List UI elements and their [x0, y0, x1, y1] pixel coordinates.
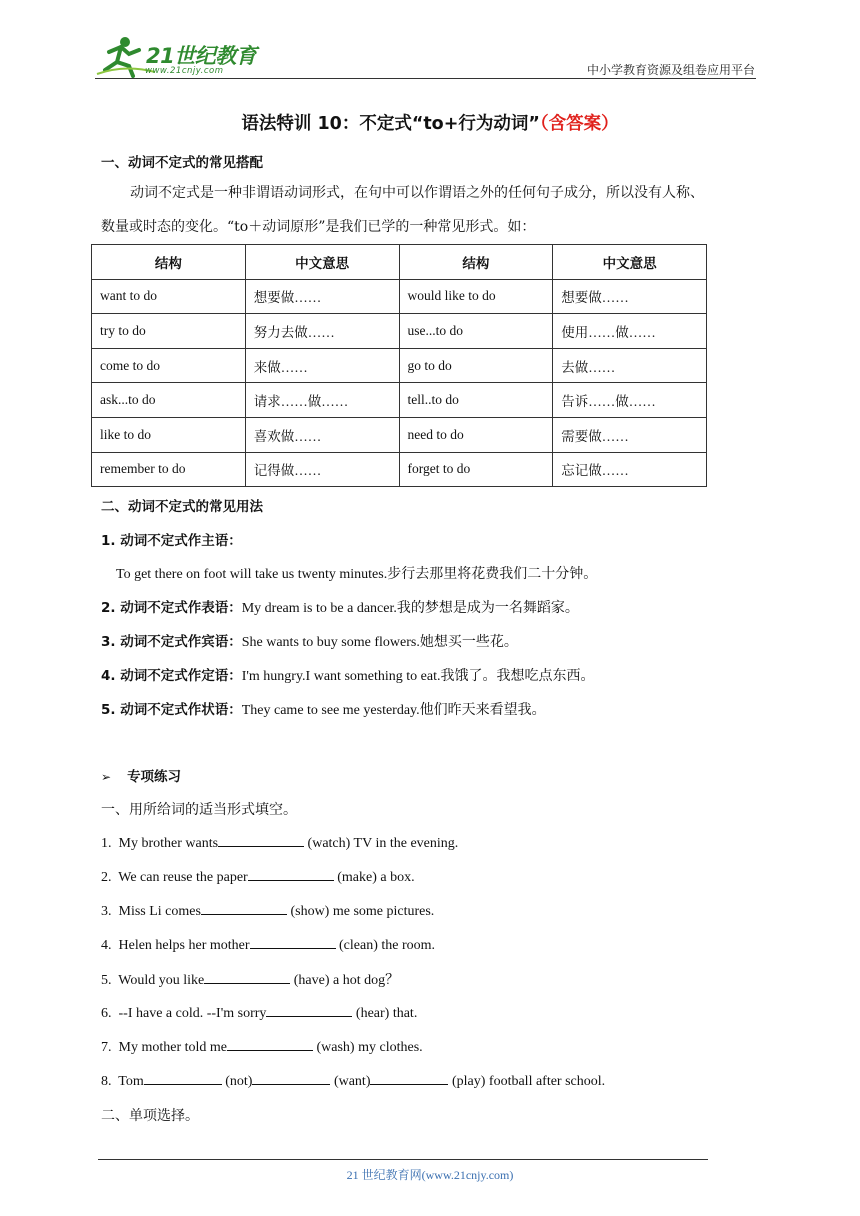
table-cell: 记得做……: [245, 452, 399, 487]
footer-divider: [98, 1159, 708, 1160]
usage-label: 3. 动词不定式作宾语：: [101, 634, 242, 650]
table-cell: 喜欢做……: [245, 417, 399, 452]
exercise-item: [101, 935, 435, 954]
table-row: [92, 348, 707, 383]
usage-example: My dream is to be a dancer.我的梦想是成为一名舞蹈家。: [241, 601, 579, 616]
exercise-item: [101, 969, 399, 989]
exercise-text: (have) a hot dog？: [290, 973, 400, 988]
table-cell: 使用……做……: [553, 314, 707, 349]
table-cell: 忘记做……: [553, 452, 707, 487]
part1-heading: 一、用所给词的适当形式填空。: [101, 803, 297, 818]
exercise-item: [101, 901, 434, 920]
exercise-item: [101, 1071, 605, 1090]
table-cell: tell..to do: [399, 383, 553, 418]
arrow-bullet-icon: ➢: [101, 770, 112, 784]
usage-label: 5. 动词不定式作状语：: [101, 702, 242, 718]
collocation-table: [91, 244, 707, 487]
table-cell: 告诉……做……: [553, 383, 707, 418]
exercise-item: [101, 1037, 423, 1056]
table-cell: like to do: [92, 417, 246, 452]
usage-item-1-example: To get there on foot will take us twenty minutes.步行去那里将花费我们二十分钟。: [116, 567, 598, 582]
table-cell: 需要做……: [553, 417, 707, 452]
exercise-item: [101, 867, 415, 886]
usage-label: 2. 动词不定式作表语：: [101, 600, 242, 616]
answer-blank[interactable]: [201, 901, 287, 915]
table-cell: 请求……做……: [245, 383, 399, 418]
exercise-item: [101, 1003, 417, 1022]
exercise-text: (make) a box.: [333, 870, 415, 885]
exercise-text: Miss Li comes: [118, 904, 201, 919]
table-row: [92, 383, 707, 418]
title-answer-tag: （含答案）: [539, 114, 619, 134]
usage-label: 1. 动词不定式作主语：: [101, 533, 242, 549]
usage-item-1-label: [101, 529, 242, 550]
table-cell: would like to do: [399, 279, 553, 314]
exercise-number: 5.: [101, 973, 112, 988]
logo-url: www.21cnjy.com: [145, 66, 224, 76]
answer-blank[interactable]: [248, 867, 334, 881]
exercise-text: (watch) TV in the evening.: [304, 836, 459, 851]
table-cell: come to do: [92, 348, 246, 383]
table-cell: 想要做……: [553, 279, 707, 314]
table-cell: remember to do: [92, 452, 246, 487]
table-cell: 去做……: [553, 348, 707, 383]
answer-blank[interactable]: [250, 935, 336, 949]
usage-example: She wants to buy some flowers.她想买一些花。: [241, 635, 518, 650]
answer-blank[interactable]: [204, 970, 290, 984]
exercise-text: Tom: [118, 1074, 144, 1089]
exercise-text: We can reuse the paper: [118, 870, 248, 885]
exercise-number: 3.: [101, 904, 112, 919]
answer-blank[interactable]: [144, 1071, 222, 1085]
usage-example: I'm hungry.I want something to eat.我饿了。我想吃点东西。: [241, 669, 595, 684]
header-divider: [95, 78, 756, 79]
exercise-text: Would you like: [118, 973, 205, 988]
exercise-text: (clean) the room.: [335, 938, 436, 953]
exercise-text: (not): [221, 1074, 253, 1089]
answer-blank[interactable]: [227, 1037, 313, 1051]
section1-heading: 一、动词不定式的常见搭配: [101, 155, 263, 171]
exercise-text: Helen helps her mother: [118, 938, 250, 953]
table-header-cell: 结构: [92, 245, 246, 280]
exercise-number: 8.: [101, 1074, 112, 1089]
header-platform-name: 中小学教育资源及组卷应用平台: [586, 63, 755, 77]
title-main: 语法特训 10：不定式“to+行为动词”: [241, 114, 540, 134]
usage-example: They came to see me yesterday.他们昨天来看望我。: [241, 703, 546, 718]
usage-item-4: [101, 664, 594, 685]
table-cell: need to do: [399, 417, 553, 452]
answer-blank[interactable]: [266, 1003, 352, 1017]
exercise-text: (wash) my clothes.: [313, 1040, 423, 1055]
table-header-cell: 结构: [399, 245, 553, 280]
table-cell: forget to do: [399, 452, 553, 487]
section1-intro-line1: 动词不定式是一种非谓语动词形式，在句中可以作谓语之外的任何句子成分，所以没有人称、: [130, 185, 704, 201]
section2-heading: 二、动词不定式的常见用法: [101, 499, 263, 515]
exercise-text: (show) me some pictures.: [286, 904, 435, 919]
exercise-number: 1.: [101, 836, 112, 851]
table-row: [92, 314, 707, 349]
table-header-row: [92, 245, 707, 280]
exercise-text: My brother wants: [118, 836, 219, 851]
exercise-text: (want): [330, 1074, 371, 1089]
usage-item-3: [101, 630, 518, 651]
table-cell: want to do: [92, 279, 246, 314]
practice-title: 专项练习: [127, 769, 182, 785]
exercise-item: [101, 833, 458, 852]
usage-label: 4. 动词不定式作定语：: [101, 668, 242, 684]
usage-item-2: [101, 596, 579, 617]
footer-link[interactable]: 21 世纪教育网(www.21cnjy.com): [346, 1168, 514, 1182]
exercise-text: --I have a cold. --I'm sorry: [118, 1006, 267, 1021]
table-header-cell: 中文意思: [245, 245, 399, 280]
exercise-number: 6.: [101, 1006, 112, 1021]
section1-intro-line2: 数量或时态的变化。“to＋动词原形”是我们已学的一种常见形式。如：: [101, 219, 536, 235]
table-cell: 来做……: [245, 348, 399, 383]
exercise-number: 4.: [101, 938, 112, 953]
exercise-text: (play) football after school.: [448, 1074, 606, 1089]
table-cell: 努力去做……: [245, 314, 399, 349]
exercise-text: My mother told me: [118, 1040, 227, 1055]
logo-text: 21世纪教育: [146, 44, 257, 68]
exercise-number: 2.: [101, 870, 112, 885]
table-cell: 想要做……: [245, 279, 399, 314]
table-header-cell: 中文意思: [553, 245, 707, 280]
part2-heading: 二、单项选择。: [101, 1109, 199, 1124]
table-row: [92, 417, 707, 452]
table-cell: go to do: [399, 348, 553, 383]
exercise-number: 7.: [101, 1040, 112, 1055]
exercise-text: (hear) that.: [352, 1006, 418, 1021]
answer-blank[interactable]: [252, 1071, 330, 1085]
practice-heading: [101, 765, 181, 786]
table-cell: ask...to do: [92, 383, 246, 418]
table-cell: use...to do: [399, 314, 553, 349]
table-cell: try to do: [92, 314, 246, 349]
answer-blank[interactable]: [370, 1071, 448, 1085]
page-title: [0, 110, 860, 135]
usage-item-5: [101, 698, 546, 719]
answer-blank[interactable]: [218, 833, 304, 847]
table-row: [92, 452, 707, 487]
table-row: [92, 279, 707, 314]
